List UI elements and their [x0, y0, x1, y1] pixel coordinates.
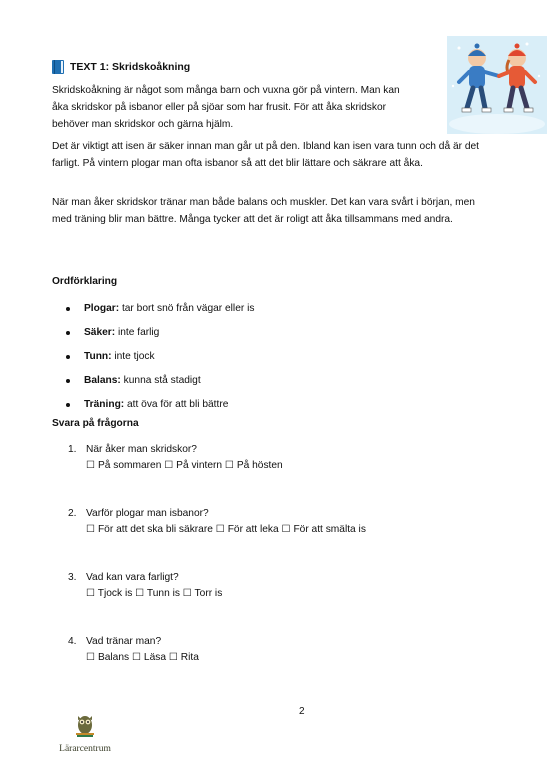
glossary-term: Tunn:	[84, 351, 112, 362]
glossary-definition: inte tjock	[111, 351, 155, 362]
glossary-item	[62, 396, 254, 420]
book-icon	[52, 60, 64, 74]
owl-icon	[73, 712, 97, 738]
answer-options[interactable]: ☐ För att det ska bli säkrare ☐ För att leka ☐ För att smälta is	[86, 524, 366, 535]
ice-skating-kids-illustration	[447, 36, 547, 134]
glossary-term: Träning:	[84, 399, 125, 410]
questions-heading: Svara på frågorna	[52, 418, 139, 429]
glossary-term: Plogar:	[84, 303, 120, 314]
question-text: Vad kan vara farligt?	[86, 572, 179, 583]
question-text: Vad tränar man?	[86, 636, 162, 647]
glossary-item	[62, 372, 254, 396]
page-number: 2	[299, 706, 305, 717]
question-number: 4.	[68, 636, 77, 647]
glossary-term: Balans:	[84, 375, 121, 386]
answer-options[interactable]: ☐ På sommaren ☐ På vintern ☐ På hösten	[86, 460, 283, 471]
title-row	[52, 60, 190, 74]
question-text: Varför plogar man isbanor?	[86, 508, 209, 519]
glossary-list	[62, 300, 254, 420]
glossary-item	[62, 348, 254, 372]
glossary-definition: inte farlig	[115, 327, 160, 338]
paragraph-1: Skridskoåkning är något som många barn och vuxna gör på vintern. Man kan åka skridskor på isbanor eller på sjöar som har frusit. För att åka skridskor behöver man skridskor och gärna hjälm.	[52, 85, 400, 130]
lararcentrum-logo	[50, 712, 120, 754]
question-item	[68, 570, 222, 602]
document-title: TEXT 1: Skridskoåkning	[70, 61, 191, 73]
question-item	[68, 634, 199, 666]
question-number: 2.	[68, 508, 77, 519]
question-number: 1.	[68, 444, 77, 455]
glossary-definition: kunna stå stadigt	[120, 375, 201, 386]
glossary-definition: tar bort snö från vägar eller is	[119, 303, 255, 314]
glossary-definition: att öva för att bli bättre	[124, 399, 229, 410]
answer-options[interactable]: ☐ Balans ☐ Läsa ☐ Rita	[86, 652, 199, 663]
glossary-item	[62, 300, 254, 324]
answer-options[interactable]: ☐ Tjock is ☐ Tunn is ☐ Torr is	[86, 588, 223, 599]
logo-text: Lärarcentrum	[59, 744, 111, 754]
glossary-term: Säker:	[84, 327, 116, 338]
glossary-heading: Ordförklaring	[52, 276, 118, 287]
paragraph-2: Det är viktigt att isen är säker innan man går ut på den. Ibland kan isen vara tunn och då är det farligt. På vintern plogar man ofta isbanor så att det blir lättare och säkrare att åka.	[52, 141, 479, 169]
paragraph-3: När man åker skridskor tränar man både balans och muskler. Det kan vara svårt i början, men med träning blir man bättre. Många tycker att det är roligt att åka tillsammans med andra.	[52, 197, 475, 225]
question-item	[68, 506, 366, 538]
glossary-item	[62, 324, 254, 348]
question-number: 3.	[68, 572, 77, 583]
question-item	[68, 442, 283, 474]
question-text: När åker man skridskor?	[86, 444, 197, 455]
